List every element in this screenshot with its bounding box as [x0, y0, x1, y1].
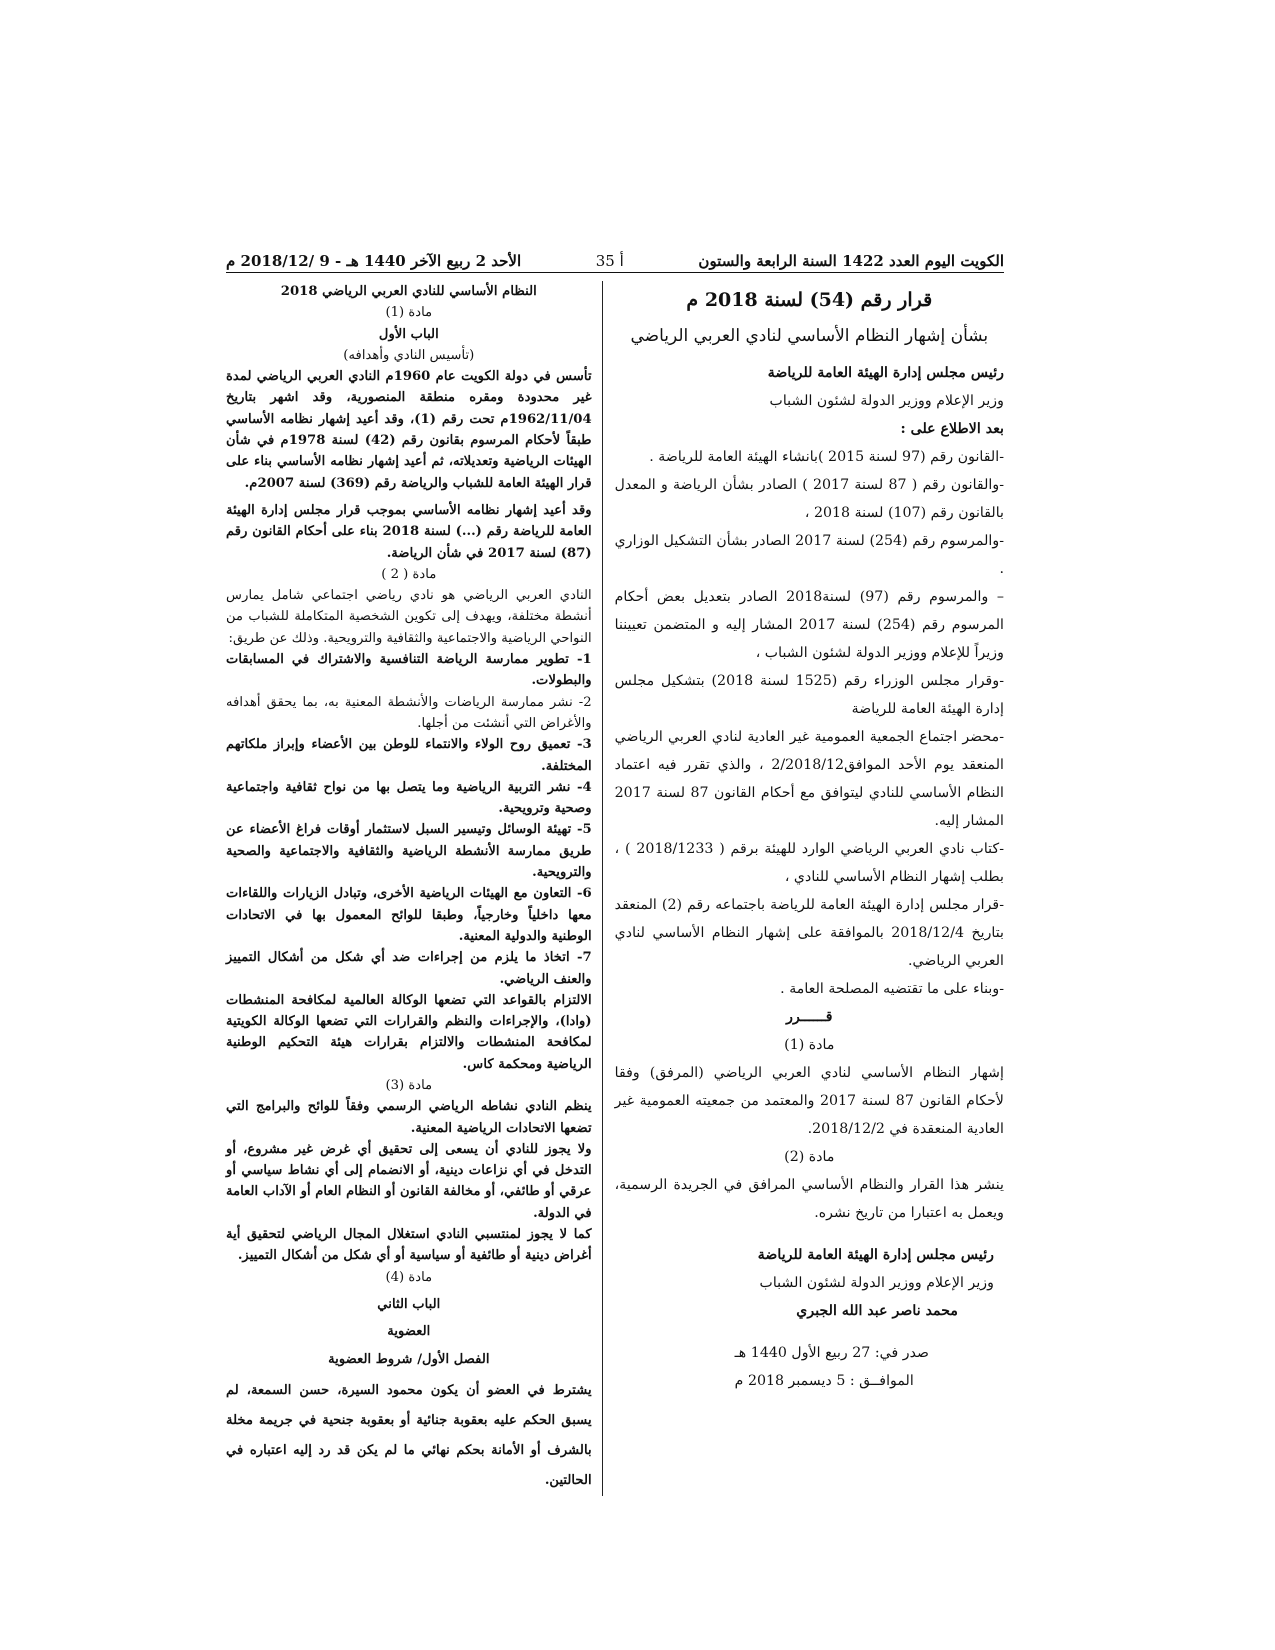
statute-list-item: 6- التعاون مع الهيئات الرياضية الأخرى، وتبادل الزيارات واللقاءات معها داخلياً وخارجياً، وطبقا للوائح المعمول بها في الاتحادات الوطنية والدولية المعنية.	[226, 886, 592, 944]
decree-column	[602, 281, 1004, 1496]
statute-paragraph: وقد أعيد إشهار نظامه الأساسي بموجب قرار مجلس إدارة الهيئة العامة للرياضة رقم (...) لسنة 2018 بناء على أحكام القانون رقم (87) لسنة 2017 في شأن الرياضة.	[226, 502, 592, 561]
decree-ref: -القانون رقم (97 لسنة 2015 )بانشاء الهيئة العامة للرياضة .	[649, 449, 1004, 465]
statute-list-item: 2- نشر ممارسة الرياضات والأنشطة المعنية به، بما يحقق أهدافه والأغراض التي أنشئت من أجلها.	[226, 694, 592, 731]
statute-article-3: مادة (3)	[385, 1077, 433, 1093]
issued-date: صدر في: 27 ربيع الأول 1440 هـ	[734, 1345, 930, 1361]
decree-ref: -محضر اجتماع الجمعية العمومية غير العادية لنادي العربي الرياضي المنعقد يوم الأحد الموافق2/2018/12 ، والذي تقرر فيه اعتماد النظام الأساسي للنادي ليتوافق مع أحكام القانون 87 لسنة 2017 المشار إليه.	[614, 729, 1005, 829]
statute-membership: العضوية	[387, 1324, 431, 1340]
decree-ref: -قرار مجلس إدارة الهيئة العامة للرياضة باجتماعه رقم (2) المنعقد بتاريخ 2018/12/4 بالموافقة على إشهار النظام الأساسي لنادي العربي الرياضي.	[614, 897, 1005, 969]
statute-part-2: الباب الثاني	[377, 1296, 441, 1312]
statute-paragraph: كما لا يجوز لمنتسبي النادي استغلال المجال الرياضي لتحقيق أية أغراض دينية أو طائفية أو سياسية أو أي شكل من أشكال التمييز.	[226, 1227, 592, 1264]
header-date: الأحد 2 ربيع الآخر 1440 هـ - 9 /2018/12 م	[226, 252, 522, 270]
decree-issuer-2: وزير الإعلام ووزير الدولة لشئون الشباب	[769, 393, 1004, 409]
statute-part-1-subtitle: (تأسيس النادي وأهدافه)	[343, 347, 475, 363]
page-header	[226, 248, 1004, 273]
signature-block	[615, 1241, 1004, 1325]
decree-article-2-text: ينشر هذا القرار والنظام الأساسي المرافق في الجريدة الرسمية، ويعمل به اعتبارا من تاريخ نشره.	[614, 1177, 1004, 1221]
decree-ref: -والقانون رقم ( 87 لسنة 2017 ) الصادر بشأن الرياضة و المعدل بالقانون رقم (107) لسنة 2018 ،	[614, 477, 1005, 521]
statute-article-4: مادة (4)	[385, 1269, 433, 1285]
statute-part-1: الباب الأول	[378, 326, 439, 342]
statute-list-item: 7- اتخاذ ما يلزم من إجراءات ضد أي شكل من أشكال التمييز والعنف الرياضي.	[226, 950, 592, 987]
decree-ref: -وبناء على ما تقتضيه المصلحة العامة .	[780, 981, 1004, 997]
decree-issuer-1: رئيس مجلس إدارة الهيئة العامة للرياضة	[767, 365, 1004, 381]
decree-article-2-title: مادة (2)	[784, 1149, 835, 1165]
statute-article-2: مادة ( 2 )	[381, 566, 437, 582]
statute-list-item: 5- تهيئة الوسائل وتيسير السبل لاستثمار أوقات فراغ الأعضاء عن طريق ممارسة الأنشطة الرياضية والثقافية والاجتماعية والصحية والترويحية.	[226, 822, 592, 881]
statute-paragraph: تأسس في دولة الكويت عام 1960م النادي العربي الرياضي لمدة غير محدودة ومقره منطقة المنصورية، وقد اشهر بتاريخ 1962/11/04م تحت رقم (1)، وقد أعيد إشهار نظامه الأساسي طبقاً لأحكام المرسوم بقانون رقم (42) لسنة 1978م في شأن الهيئات الرياضية وتعديلاته، ثم أعيد إشهار نظامه الأساسي بناء على قرار الهيئة العامة للشباب والرياضة رقم (369) لسنة 2007م.	[226, 369, 592, 491]
statute-chapter-1: الفصل الأول/ شروط العضوية	[328, 1351, 490, 1367]
statute-list-item: 1- تطوير ممارسة الرياضة التنافسية والاشتراك في المسابقات والبطولات.	[226, 652, 592, 689]
statute-paragraph: النادي العربي الرياضي هو نادي رياضي اجتماعي شامل يمارس أنشطة مختلفة، ويهدف إلى تكوين الشخصية المتكاملة للشباب من النواحي الرياضية والاجتماعية والثقافية والترويحية. وذلك عن طريق:	[226, 588, 592, 646]
statute-list-item: 3- تعميق روح الولاء والانتماء للوطن بين الأعضاء وإبراز ملكاتهم المختلفة.	[226, 737, 592, 774]
decree-subtitle: بشأن إشهار النظام الأساسي لنادي العربي الرياضي	[630, 326, 989, 346]
statute-paragraph: يشترط في العضو أن يكون محمود السيرة، حسن السمعة، لم يسبق الحكم عليه بعقوبة جنائية أو بعقوبة جنحية في جريمة مخلة بالشرف أو الأمانة بحكم نهائي ما لم يكن قد رد إليه اعتباره في الحالتين.	[226, 1382, 592, 1488]
decree-article-1-title: مادة (1)	[784, 1037, 835, 1053]
header-issue: الكويت اليوم العدد 1422 السنة الرابعة والستون	[698, 252, 1004, 270]
decree-ref: -كتاب نادي العربي الرياضي الوارد للهيئة برقم ( 2018/1233 ) ، بطلب إشهار النظام الأساسي للنادي ،	[614, 841, 1004, 885]
decree-ref: -والمرسوم رقم (254) لسنة 2017 الصادر بشأن التشكيل الوزاري .	[614, 533, 1004, 577]
gazette-page	[226, 248, 1004, 1496]
corresponding-date: الموافــق : 5 ديسمبر 2018 م	[734, 1373, 914, 1389]
statute-paragraph: ينظم النادي نشاطه الرياضي الرسمي وفقاً للوائح والبرامج التي تضعها الاتحادات الرياضية المعنية.	[226, 1099, 592, 1136]
header-page-number: أ 35	[595, 252, 624, 270]
statute-list-item: 4- نشر التربية الرياضية وما يتصل بها من نواح ثقافية واجتماعية وصحية وترويحية.	[226, 779, 592, 817]
decree-title: قرار رقم (54) لسنة 2018 م	[686, 289, 933, 311]
statute-column	[226, 281, 602, 1496]
decree-article-1-text: إشهار النظام الأساسي لنادي العربي الرياضي (المرفق) وفقا لأحكام القانون 87 لسنة 2017 والمعتمد من جمعيته العمومية غير العادية المنعقدة في 2018/12/2.	[614, 1065, 1004, 1137]
decree-after-review: بعد الاطلاع على :	[900, 421, 1004, 437]
signature-title-2: وزير الإعلام ووزير الدولة لشئون الشباب	[759, 1275, 994, 1291]
statute-paragraph: الالتزام بالقواعد التي تضعها الوكالة العالمية لمكافحة المنشطات (وادا)، والإجراءات والنظم والقرارات التي تضعها الوكالة الكويتية لمكافحة المنشطات والالتزام بقرارات هيئة التحكيم الوطنية الرياضية ومحكمة كاس.	[226, 992, 592, 1072]
statute-article-1: مادة (1)	[385, 305, 433, 321]
signature-name: محمد ناصر عبد الله الجبري	[796, 1303, 958, 1319]
decree-decided: قــــــرر	[786, 1009, 833, 1025]
content-columns	[226, 281, 1004, 1496]
statute-title: النظام الأساسي للنادي العربي الرياضي 2018	[280, 284, 537, 299]
decree-ref: -وقرار مجلس الوزراء رقم (1525 لسنة 2018) بتشكيل مجلس إدارة الهيئة العامة للرياضة	[614, 673, 1004, 717]
decree-ref: – والمرسوم رقم (97) لسنة2018 الصادر بتعديل بعض أحكام المرسوم رقم (254) لسنة 2017 المشار إليه و المتضمن تعييننا وزيراً للإعلام ووزير الدولة لشئون الشباب ،	[614, 589, 1004, 661]
statute-paragraph: ولا يجوز للنادي أن يسعى إلى تحقيق أي غرض غير مشروع، أو التدخل في أي نزاعات دينية، أو الانضمام إلى أي نشاط سياسي أو عرقي أو طائفي، أو مخالفة القانون أو النظام العام أو الآداب العامة في الدولة.	[226, 1141, 592, 1221]
signature-title-1: رئيس مجلس إدارة الهيئة العامة للرياضة	[757, 1247, 994, 1263]
